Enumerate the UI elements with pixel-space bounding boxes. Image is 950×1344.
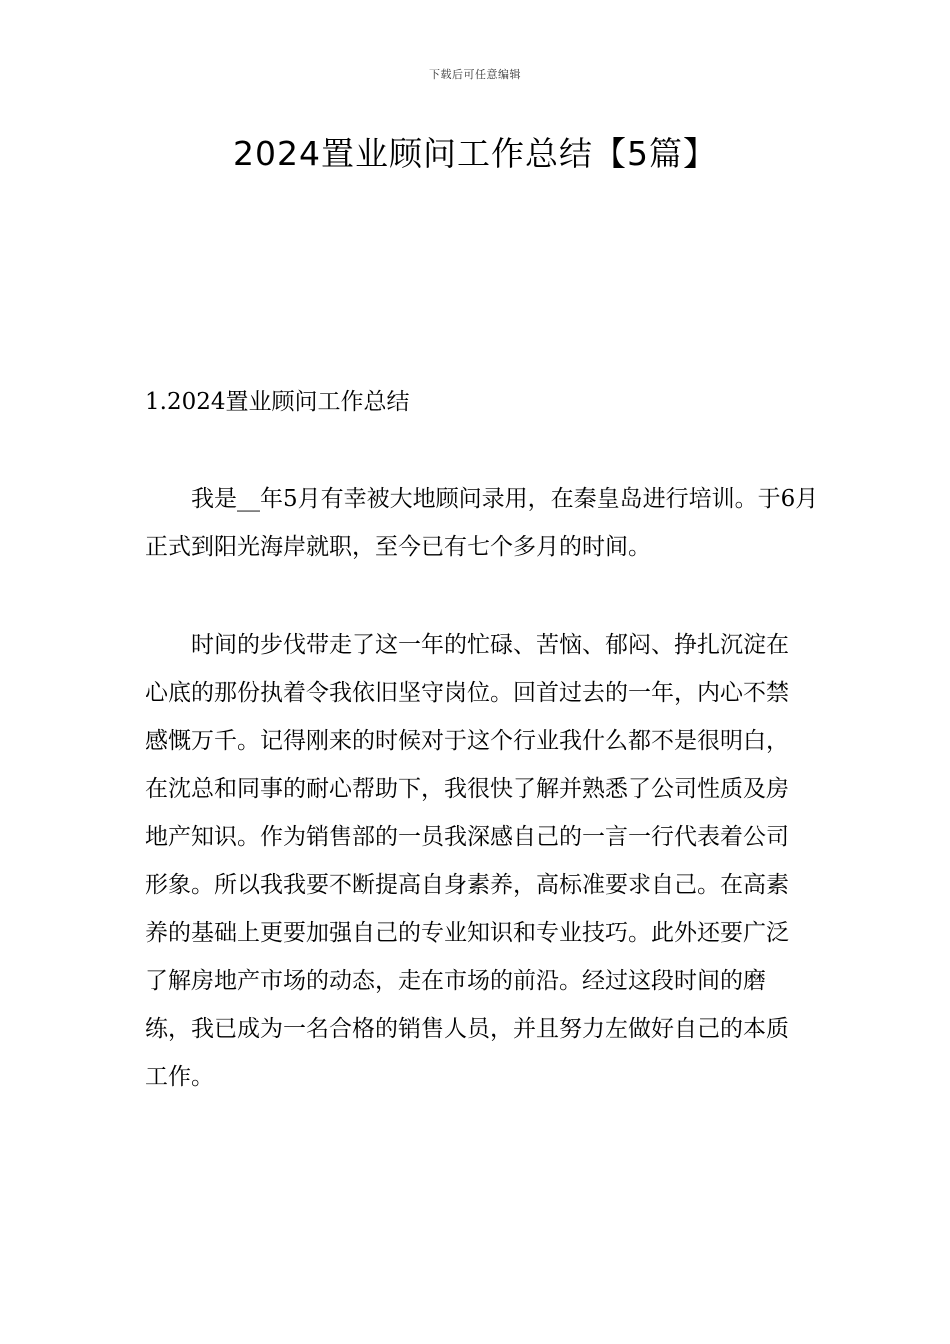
paragraph-2: 时间的步伐带走了这一年的忙碌、苦恼、郁闷、挣扎沉淀在心底的那份执着令我依旧坚守岗位。回首过去的一年，内心不禁感慨万千。记得刚来的时候对于这个行业我什么都不是很明白，在沈总和同事的耐心帮助下，我很快了解并熟悉了公司性质及房地产知识。作为销售部的一员我深感自己的一言一行代表着公司形象。所以我我要不断提高自身素养，高标准要求自己。在高素养的基础上更要加强自己的专业知识和专业技巧。此外还要广泛了解房地产市场的动态，走在市场的前沿。经过这段时间的磨练，我已成为一名合格的销售人员，并且努力左做好自己的本质工作。 bbox=[145, 632, 789, 1090]
paragraph-1: 我是__年5月有幸被大地顾问录用，在秦皇岛进行培训。于6月正式到阳光海岸就职，至今已有七个多月的时间。 bbox=[145, 486, 819, 560]
section-heading: 1.2024置业顾问工作总结 bbox=[145, 389, 410, 415]
document-title: 2024置业顾问工作总结【5篇】 bbox=[233, 134, 717, 173]
header-note: 下载后可任意编辑 bbox=[429, 68, 521, 81]
